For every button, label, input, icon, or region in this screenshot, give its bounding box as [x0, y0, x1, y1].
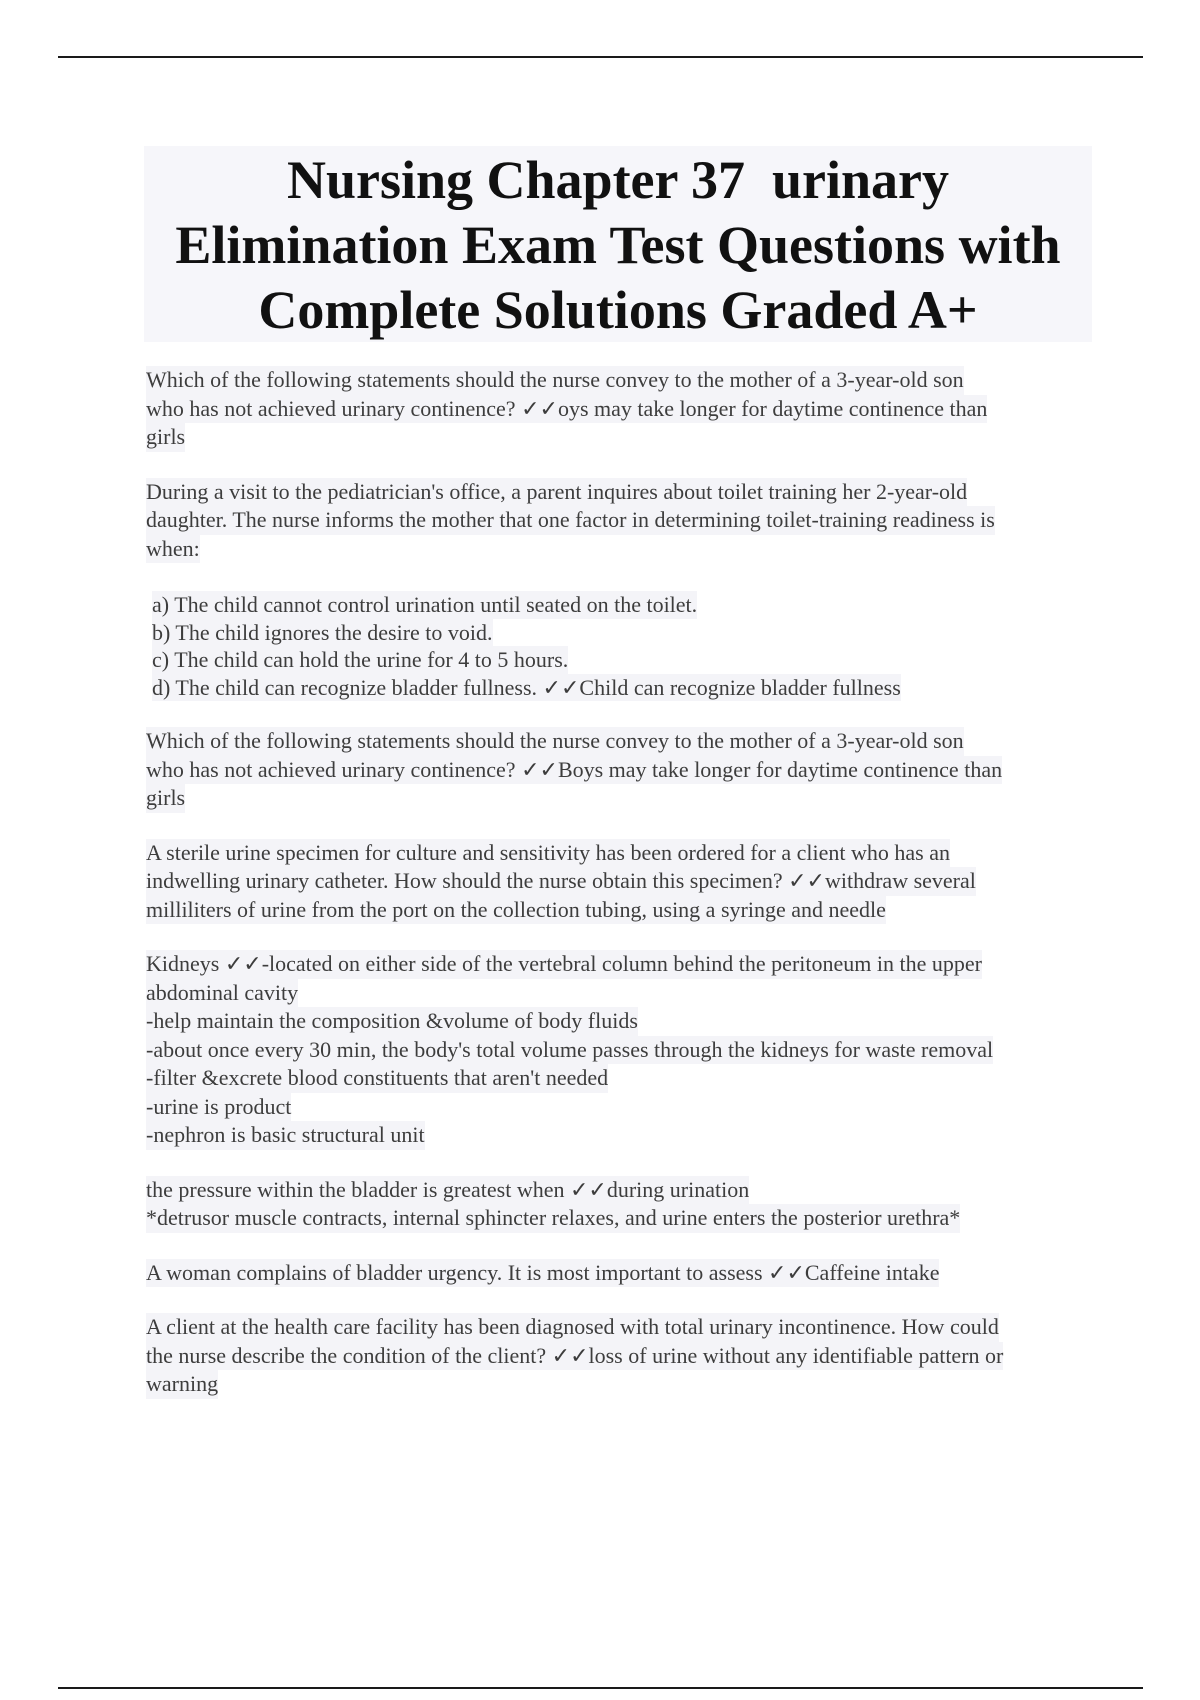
- question-item: [146, 478, 1096, 702]
- title-line-2: Elimination Exam Test Questions with: [175, 215, 1061, 275]
- text-line: -help maintain the composition &volume of body fluids: [146, 1007, 638, 1036]
- text-line: Kidneys ✓✓-located on either side of the vertebral column behind the peritoneum in the upper: [146, 950, 982, 979]
- text-line: girls: [146, 784, 185, 813]
- text-line: -nephron is basic structural unit: [146, 1121, 425, 1150]
- text-line: Which of the following statements should the nurse convey to the mother of a 3-year-old son: [146, 727, 964, 756]
- text-line: warning: [146, 1370, 218, 1399]
- answer-option-c: c) The child can hold the urine for 4 to 5 hours.: [152, 647, 569, 672]
- text-line: abdominal cavity: [146, 979, 298, 1008]
- text-line: when:: [146, 535, 200, 564]
- text-line: A sterile urine specimen for culture and sensitivity has been ordered for a client who has an: [146, 839, 950, 868]
- question-item: [146, 366, 1096, 452]
- text-line: -urine is product: [146, 1093, 291, 1122]
- text-line: the nurse describe the condition of the client? ✓✓loss of urine without any identifiable pattern or: [146, 1342, 1003, 1371]
- text-line: -filter &excrete blood constituents that aren't needed: [146, 1064, 608, 1093]
- text-line: milliliters of urine from the port on the collection tubing, using a syringe and needle: [146, 896, 886, 925]
- text-line: girls: [146, 423, 185, 452]
- question-item: [146, 950, 1096, 1150]
- text-line: the pressure within the bladder is greatest when ✓✓during urination: [146, 1176, 749, 1205]
- text-line: who has not achieved urinary continence? ✓✓oys may take longer for daytime continence than: [146, 395, 987, 424]
- question-item: [146, 1259, 1096, 1288]
- text-line: indwelling urinary catheter. How should the nurse obtain this specimen? ✓✓withdraw several: [146, 867, 976, 896]
- text-line: A client at the health care facility has been diagnosed with total urinary incontinence. How could: [146, 1313, 999, 1342]
- title-line-1: Nursing Chapter 37 urinary: [286, 150, 950, 210]
- answer-options: [146, 591, 1096, 701]
- answer-option-a: a) The child cannot control urination until seated on the toilet.: [152, 592, 698, 617]
- text-line: daughter. The nurse informs the mother that one factor in determining toilet-training readiness is: [146, 506, 995, 535]
- text-line: Which of the following statements should the nurse convey to the mother of a 3-year-old son: [146, 366, 964, 395]
- title-line-3: Complete Solutions Graded A+: [258, 280, 978, 340]
- text-line: -about once every 30 min, the body's total volume passes through the kidneys for waste removal: [146, 1036, 993, 1065]
- top-rule: [58, 56, 1143, 58]
- answer-option-b: b) The child ignores the desire to void.: [152, 619, 493, 645]
- document-title: [144, 146, 1092, 342]
- question-item: [146, 839, 1096, 925]
- bottom-rule: [58, 1687, 1143, 1689]
- question-list: [146, 366, 1096, 1399]
- question-item: [146, 1176, 1096, 1233]
- text-line: who has not achieved urinary continence? ✓✓Boys may take longer for daytime continence than: [146, 756, 1002, 785]
- text-line: During a visit to the pediatrician's office, a parent inquires about toilet training her 2-year-old: [146, 478, 967, 507]
- question-item: [146, 727, 1096, 813]
- question-item: [146, 1313, 1096, 1399]
- text-line: *detrusor muscle contracts, internal sphincter relaxes, and urine enters the posterior urethra*: [146, 1204, 960, 1233]
- text-line: A woman complains of bladder urgency. It is most important to assess ✓✓Caffeine intake: [146, 1259, 939, 1288]
- answer-option-d: d) The child can recognize bladder fullness. ✓✓Child can recognize bladder fullness: [152, 674, 901, 700]
